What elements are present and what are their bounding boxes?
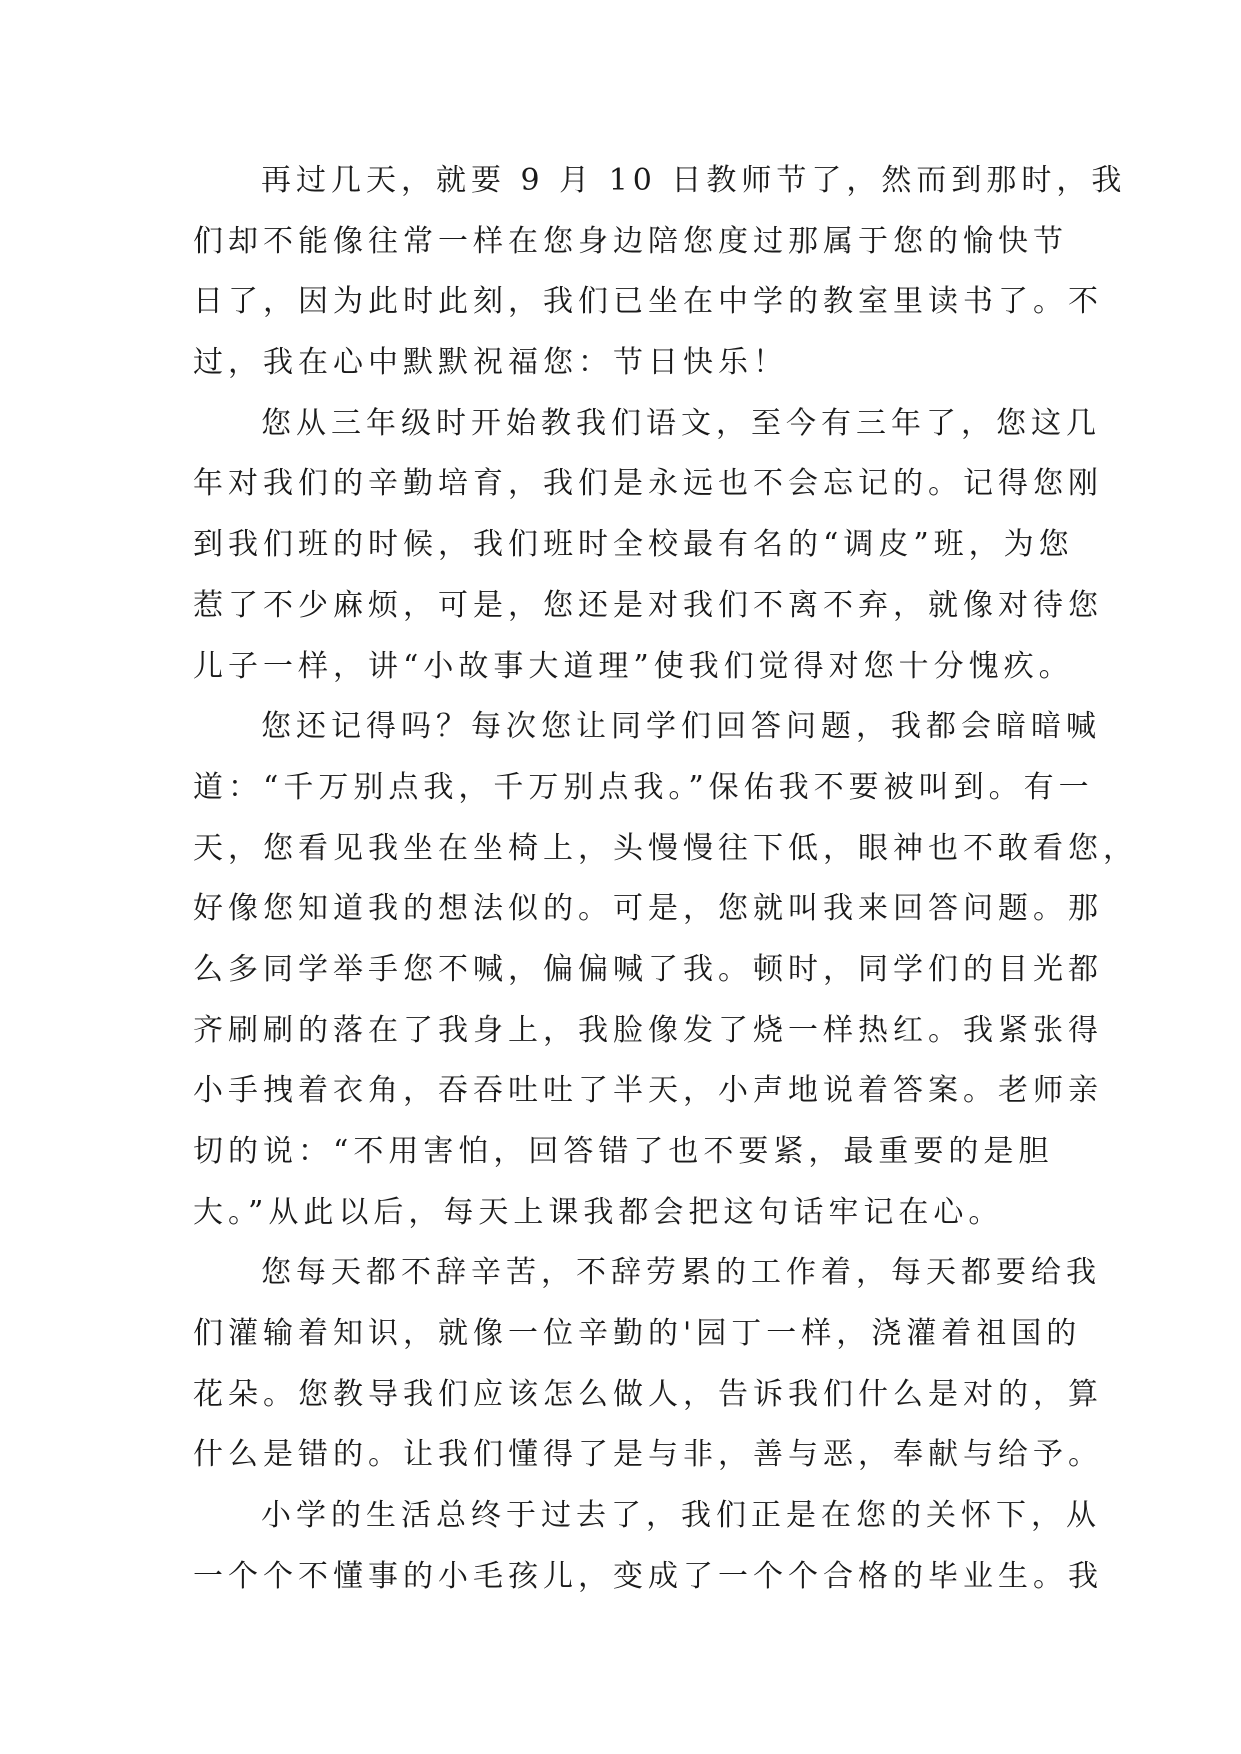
- text-line: 惹了不少麻烦，可是，您还是对我们不离不弃，就像对待您: [193, 587, 1103, 623]
- text-line: 么多同学举手您不喊，偏偏喊了我。顿时，同学们的目光都: [193, 951, 1103, 987]
- paragraph-2: [193, 405, 1103, 709]
- text-line: 大。”从此以后，每天上课我都会把这句话牢记在心。: [193, 1194, 1004, 1230]
- paragraph-4: [193, 1255, 1103, 1498]
- text-line: 到我们班的时候，我们班时全校最有名的“调皮”班，为您: [193, 527, 1074, 563]
- paragraph-1: [193, 163, 1127, 406]
- text-line: 年对我们的辛勤培育，我们是永远也不会忘记的。记得您刚: [193, 466, 1103, 502]
- text-line: 们却不能像往常一样在您身边陪您度过那属于您的愉快节: [193, 223, 1068, 259]
- text-line: 花朵。您教导我们应该怎么做人，告诉我们什么是对的，算: [193, 1376, 1103, 1412]
- text-line: 儿子一样，讲“小故事大道理”使我们觉得对您十分愧疚。: [193, 648, 1074, 684]
- text-line: 日了，因为此时此刻，我们已坐在中学的教室里读书了。不: [193, 284, 1103, 320]
- text-line: 一个个不懂事的小毛孩儿，变成了一个个合格的毕业生。我: [193, 1558, 1103, 1594]
- text-line: 们灌输着知识，就像一位辛勤的'园丁一样，浇灌着祖国的: [193, 1316, 1082, 1352]
- text-line: 小手拽着衣角，吞吞吐吐了半天，小声地说着答案。老师亲: [193, 1073, 1103, 1109]
- paragraph-5: [193, 1498, 1103, 1619]
- text-line: 小学的生活总终于过去了，我们正是在您的关怀下，从: [261, 1498, 1101, 1534]
- text-line: 天，您看见我坐在坐椅上，头慢慢往下低，眼神也不敢看您，: [193, 830, 1138, 866]
- text-line: 道：“千万别点我，千万别点我。”保佑我不要被叫到。有一: [193, 769, 1094, 805]
- text-line: 您还记得吗？每次您让同学们回答问题，我都会暗暗喊: [261, 709, 1101, 745]
- document-body: [193, 163, 1138, 1620]
- text-line: 好像您知道我的想法似的。可是，您就叫我来回答问题。那: [193, 891, 1103, 927]
- text-line: 您从三年级时开始教我们语文，至今有三年了，您这几: [261, 405, 1101, 441]
- text-line: 齐刷刷的落在了我身上，我脸像发了烧一样热红。我紧张得: [193, 1012, 1103, 1048]
- text-line: 您每天都不辞辛苦，不辞劳累的工作着，每天都要给我: [261, 1255, 1101, 1291]
- text-line: 切的说：“不用害怕，回答错了也不要紧，最重要的是胆: [193, 1134, 1054, 1169]
- text-line: 过，我在心中默默祝福您：节日快乐！: [193, 345, 788, 381]
- paragraph-3: [193, 709, 1138, 1255]
- text-line: 再过几天，就要 9 月 10 日教师节了，然而到那时，我: [261, 163, 1127, 198]
- text-line: 什么是错的。让我们懂得了是与非，善与恶，奉献与给予。: [193, 1437, 1103, 1473]
